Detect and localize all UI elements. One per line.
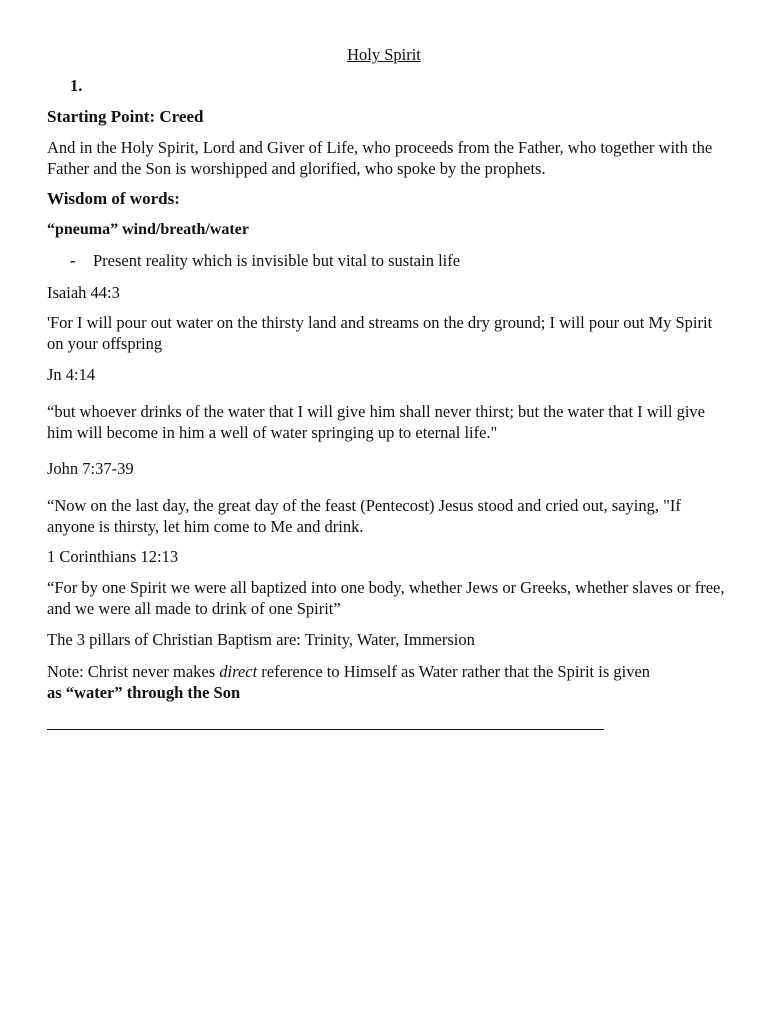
jn-quote: “but whoever drinks of the water that I will give him shall never thirst; but the water that I will give him will become in him a well of water springing up to eternal life.": [47, 402, 705, 442]
note-part1: Note: Christ never makes: [47, 662, 220, 681]
pneuma-heading: “pneuma” wind/breath/water: [47, 221, 249, 238]
creed-paragraph: And in the Holy Spirit, Lord and Giver of Life, who proceeds from the Father, who together with the Father and the Son is worshipped and glorified, who spoke by the prophets.: [47, 138, 713, 178]
pillars-text: The 3 pillars of Christian Baptism are: Trinity, Water, Immersion: [47, 630, 475, 649]
corinthians-reference: 1 Corinthians 12:13: [47, 547, 179, 566]
john-reference: John 7:37-39: [47, 459, 134, 478]
bullet-text: Present reality which is invisible but vital to sustain life: [93, 251, 461, 270]
item-number: 1.: [70, 76, 83, 95]
john-quote: “Now on the last day, the great day of the feast (Pentecost) Jesus stood and cried out, saying, "If anyone is thirsty, let him come to Me and drink.: [47, 496, 681, 536]
isaiah-quote: 'For I will pour out water on the thirsty land and streams on the dry ground; I will pour out My Spirit on your offspring: [47, 313, 713, 353]
isaiah-reference: Isaiah 44:3: [47, 283, 120, 302]
heading-creed: Starting Point: Creed: [47, 107, 204, 126]
note-paragraph: [47, 661, 727, 703]
note-part2: reference to Himself as Water rather that the Spirit is given: [257, 662, 651, 681]
bullet-item: [70, 250, 750, 271]
horizontal-rule: [47, 729, 604, 730]
note-emphasis: direct: [219, 662, 258, 681]
bullet-dash: -: [70, 251, 76, 270]
heading-wisdom: Wisdom of words:: [47, 189, 180, 208]
note-bold-line: as “water” through the Son: [47, 683, 241, 702]
jn-reference: Jn 4:14: [47, 365, 96, 384]
page-title: Holy Spirit: [347, 45, 421, 64]
corinthians-quote: “For by one Spirit we were all baptized into one body, whether Jews or Greeks, whether slaves or free, and we were all made to drink of one Spirit”: [47, 578, 725, 618]
